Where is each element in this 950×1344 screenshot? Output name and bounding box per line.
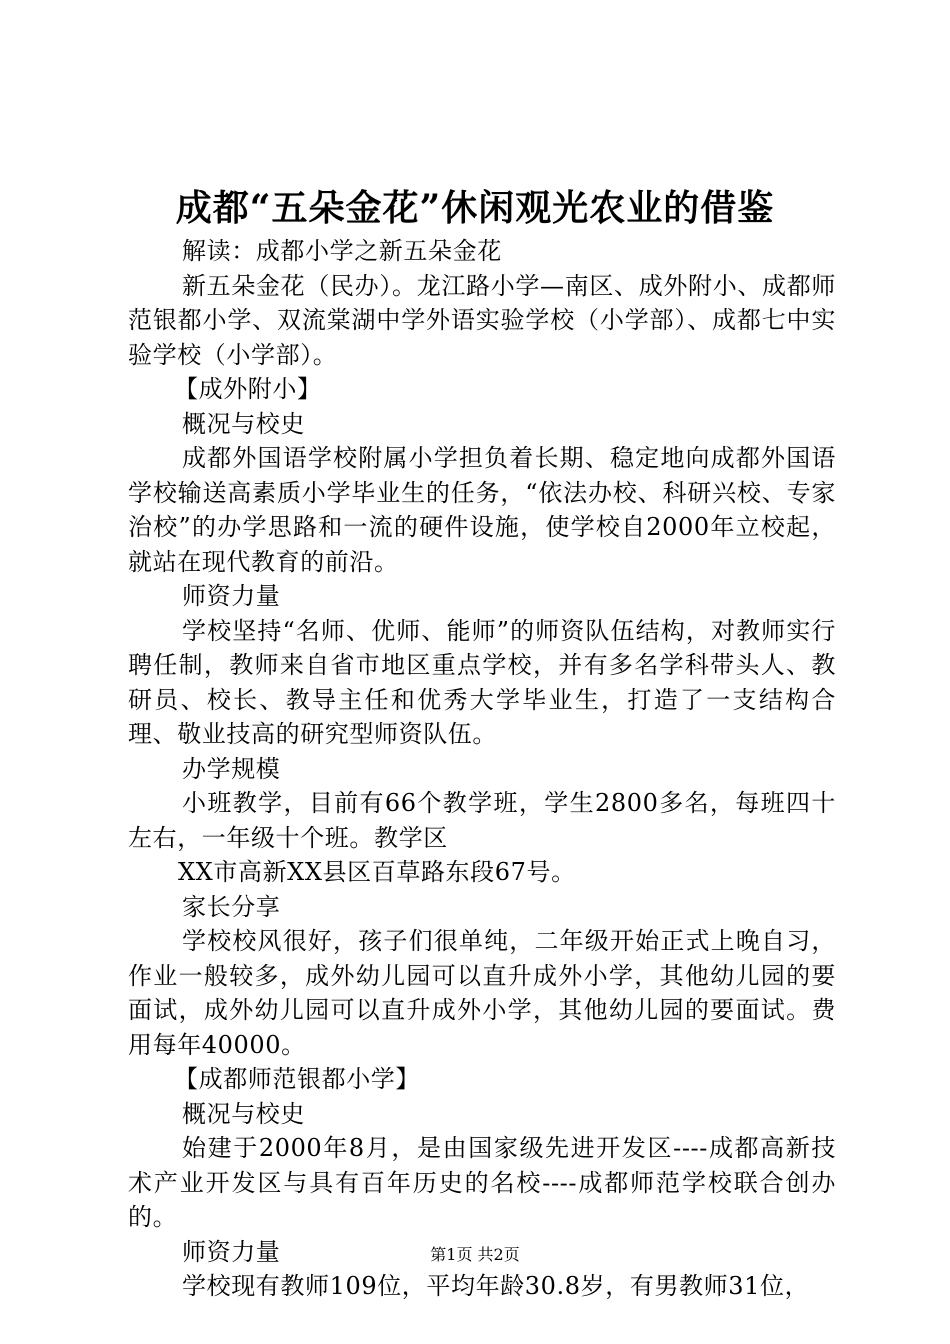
paragraph: 成都外国语学校附属小学担负着长期、稳定地向成都外国语学校输送高素质小学毕业生的任务，“依法办校、科研兴校、专家治校”的办学思路和一流的硬件设施，使学校自2000年立校起，就站在现代教育的前沿。 xyxy=(128,444,836,576)
paragraph: 学校现有教师109位，平均年龄30.8岁，有男教师31位， xyxy=(182,1272,810,1300)
subheading: 家长分享 xyxy=(182,892,281,921)
subheading: 师资力量 xyxy=(182,582,281,610)
subheading: 师资力量 xyxy=(182,1237,281,1266)
section-heading: 【成外附小】 xyxy=(174,375,322,403)
document-title: 成都“五朵金花”休闲观光农业的借鉴 xyxy=(175,187,775,229)
subheading: 概况与校史 xyxy=(182,409,305,438)
paragraph: 小班教学，目前有66个教学班，学生2800多名，每班四十左右，一年级十个班。教学区 xyxy=(128,789,836,852)
paragraph: 学校校风很好，孩子们很单纯，二年级开始正式上晚自习，作业一般较多，成外幼儿园可以直升成外小学，其他幼儿园的要面试，成外幼儿园可以直升成外小学，其他幼儿园的要面试。费用每年40000。 xyxy=(128,927,836,1059)
paragraph-address: XX市高新XX县区百草路东段67号。 xyxy=(178,858,576,886)
paragraph-intro: 解读：成都小学之新五朵金花 xyxy=(182,237,502,265)
subheading: 办学规模 xyxy=(182,754,281,783)
paragraph-school-list: 新五朵金花（民办）。龙江路小学—南区、成外附小、成都师范银都小学、双流棠湖中学外语实验学校（小学部）、成都七中实验学校（小学部）。 xyxy=(128,271,836,369)
document-body xyxy=(128,234,836,1304)
paragraph: 学校坚持“名师、优师、能师”的师资队伍结构，对教师实行聘任制，教师来自省市地区重点学校，并有多名学科带头人、教研员、校长、教导主任和优秀大学毕业生，打造了一支结构合理、敬业技高的研究型师资队伍。 xyxy=(128,616,836,748)
section-heading: 【成都师范银都小学】 xyxy=(174,1065,420,1093)
subheading: 概况与校史 xyxy=(182,1099,305,1128)
paragraph: 始建于2000年8月，是由国家级先进开发区----成都高新技术产业开发区与具有百年历史的名校----成都师范学校联合创办的。 xyxy=(128,1134,836,1231)
page-footer: 第1页 共2页 xyxy=(430,1245,520,1264)
